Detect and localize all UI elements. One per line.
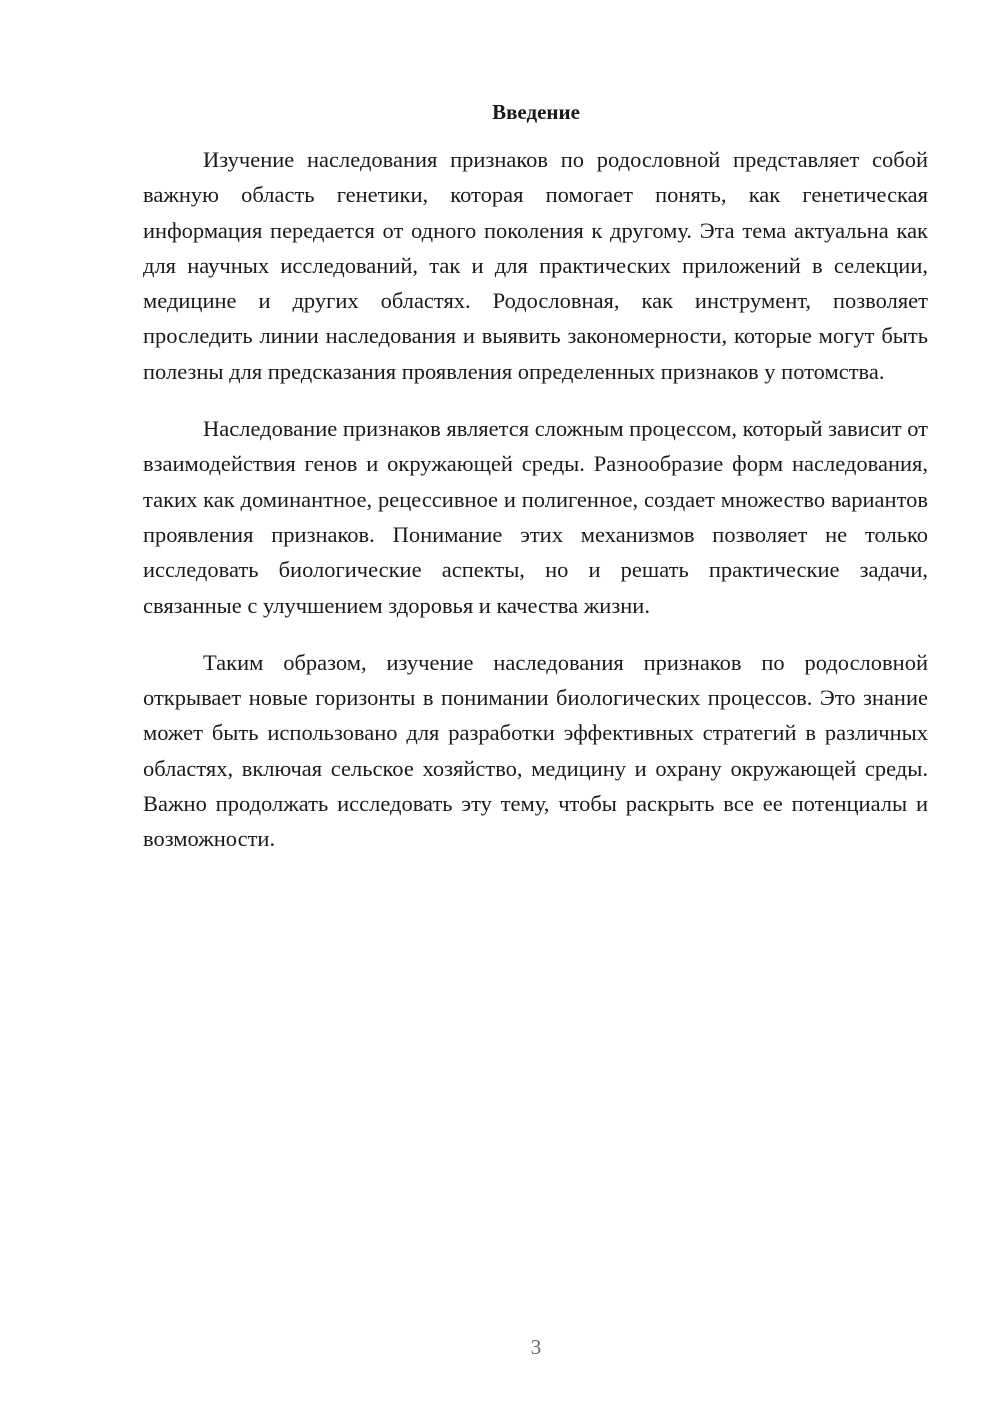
section-title: Введение <box>492 100 580 124</box>
body-text <box>143 142 928 879</box>
page-number: 3 <box>530 1335 542 1359</box>
paragraph-3: Таким образом, изучение наследования признаков по родословной открывает новые горизонты в понимании биологических процессов. Это знание может быть использовано для разработки эффективных стратегий в различных областях, включая сельское хозяйство, медицину и охрану окружающей среды. Важно продолжать исследовать эту тему, чтобы раскрыть все ее потенциалы и возможности. <box>143 649 928 852</box>
paragraph-2: Наследование признаков является сложным процессом, который зависит от взаимодействия генов и окружающей среды. Разнообразие форм наследования, таких как доминантное, рецессивное и полигенное, создает множество вариантов проявления признаков. Понимание этих механизмов позволяет не только исследовать биологические аспекты, но и решать практические задачи, связанные с улучшением здоровья и качества жизни. <box>143 416 928 618</box>
paragraph-1: Изучение наследования признаков по родословной представляет собой важную область генетики, которая помогает понять, как генетическая информация передается от одного поколения к другому. Эта тема актуальна как для научных исследований, так и для практических приложений в селекции, медицине и других областях. Родословная, как инструмент, позволяет проследить линии наследования и выявить закономерности, которые могут быть полезны для предсказания проявления определенных признаков у потомства. <box>143 147 928 384</box>
